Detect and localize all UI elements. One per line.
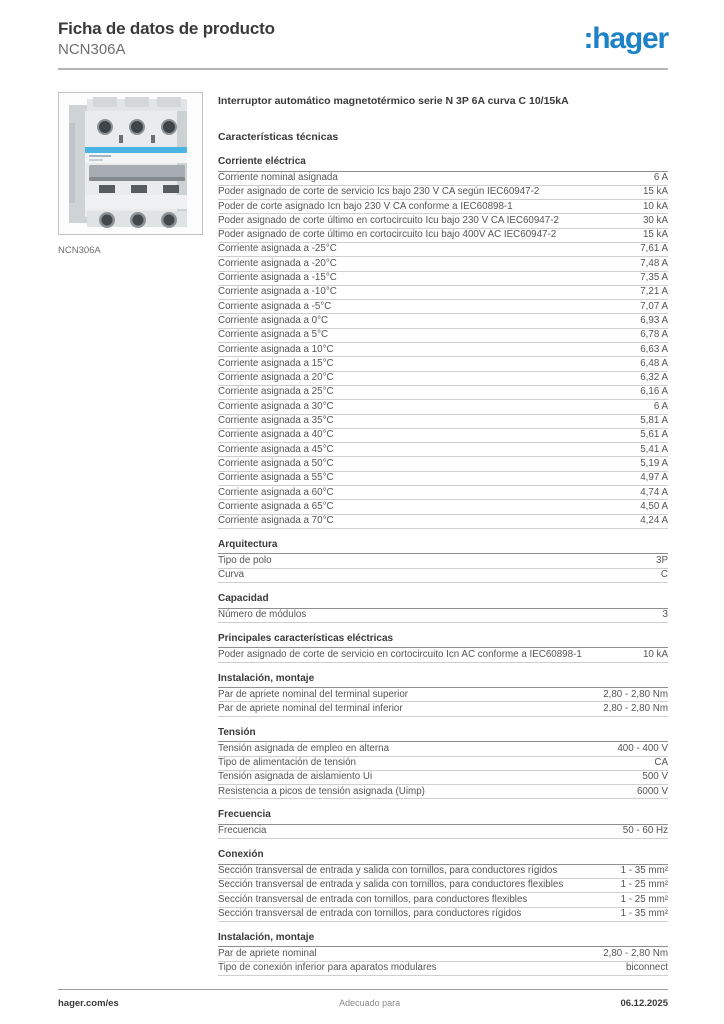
spec-value: 1 - 35 mm² xyxy=(620,908,668,920)
product-reference: NCN306A xyxy=(58,41,126,58)
spec-value: biconnect xyxy=(626,962,668,974)
spec-row xyxy=(218,400,668,414)
spec-value: 10 kA xyxy=(642,200,668,212)
spec-row xyxy=(218,515,668,529)
spec-label: Corriente asignada a -15°C xyxy=(218,272,337,284)
spec-row xyxy=(218,286,668,300)
spec-row xyxy=(218,569,668,583)
spec-row xyxy=(218,648,668,662)
spec-section xyxy=(218,539,668,583)
product-image-caption: NCN306A xyxy=(58,245,101,256)
spec-row xyxy=(218,272,668,286)
spec-row xyxy=(218,742,668,756)
hager-logo: :hager xyxy=(583,22,668,55)
spec-row xyxy=(218,702,668,716)
spec-label: Sección transversal de entrada con tornillos, para conductores flexibles xyxy=(218,893,528,905)
spec-label: Corriente asignada a 5°C xyxy=(218,329,329,341)
spec-row xyxy=(218,688,668,702)
spec-label: Curva xyxy=(218,569,245,581)
header-titles xyxy=(58,19,275,59)
product-image xyxy=(58,92,203,235)
spec-label: Tensión asignada de aislamiento Ui xyxy=(218,771,373,783)
spec-label: Sección transversal de entrada y salida con tornillos, para conductores flexibles xyxy=(218,879,564,891)
spec-section xyxy=(218,727,668,800)
spec-value: 10 kA xyxy=(642,648,668,660)
spec-value: 4,74 A xyxy=(640,486,668,498)
spec-label: Frecuencia xyxy=(218,825,267,837)
spec-row xyxy=(218,357,668,371)
spec-value: 50 - 60 Hz xyxy=(622,825,668,837)
spec-section xyxy=(218,809,668,839)
spec-row xyxy=(218,771,668,785)
spec-row xyxy=(218,415,668,429)
specs-column xyxy=(218,92,668,976)
section-rows xyxy=(218,865,668,922)
spec-label: Poder asignado de corte de servicio Ics bajo 230 V CA según IEC60947-2 xyxy=(218,186,540,198)
spec-label: Poder asignado de corte último en cortocircuito Icu bajo 400V AC IEC60947-2 xyxy=(218,229,557,241)
section-title: Capacidad xyxy=(218,593,668,609)
section-rows xyxy=(218,947,668,976)
spec-label: Corriente asignada a 45°C xyxy=(218,443,334,455)
spec-row xyxy=(218,947,668,961)
spec-row xyxy=(218,486,668,500)
spec-section xyxy=(218,849,668,922)
spec-row xyxy=(218,893,668,907)
spec-value: 15 kA xyxy=(642,229,668,241)
spec-value: 7,48 A xyxy=(640,257,668,269)
spec-row xyxy=(218,329,668,343)
spec-value: 2,80 - 2,80 Nm xyxy=(603,702,668,714)
spec-label: Corriente asignada a 65°C xyxy=(218,500,334,512)
spec-label: Par de apriete nominal del terminal superior xyxy=(218,688,409,700)
spec-value: 5,61 A xyxy=(640,429,668,441)
spec-value: 400 - 400 V xyxy=(617,742,668,754)
spec-label: Tensión asignada de empleo en alterna xyxy=(218,742,390,754)
section-title: Conexión xyxy=(218,849,668,865)
spec-label: Corriente asignada a 25°C xyxy=(218,386,334,398)
section-rows xyxy=(218,609,668,623)
spec-value: 7,35 A xyxy=(640,272,668,284)
spec-section xyxy=(218,156,668,529)
spec-label: Número de módulos xyxy=(218,609,307,621)
spec-row xyxy=(218,257,668,271)
technical-characteristics-heading: Características técnicas xyxy=(218,131,339,143)
spec-row xyxy=(218,457,668,471)
footer-suitable-for-label: Adecuado para xyxy=(339,998,401,1008)
spec-row xyxy=(218,229,668,243)
spec-row xyxy=(218,443,668,457)
spec-value: 6 A xyxy=(653,400,668,412)
spec-value: 1 - 35 mm² xyxy=(620,865,668,877)
spec-value: 6,63 A xyxy=(640,343,668,355)
section-title: Corriente eléctrica xyxy=(218,156,668,172)
spec-value: 5,19 A xyxy=(640,457,668,469)
spec-value: 4,50 A xyxy=(640,500,668,512)
section-rows xyxy=(218,648,668,662)
footer-date: 06.12.2025 xyxy=(620,998,668,1009)
spec-row xyxy=(218,554,668,568)
spec-row xyxy=(218,908,668,922)
spec-label: Poder asignado de corte de servicio en cortocircuito Icn AC conforme a IEC60898-1 xyxy=(218,648,582,660)
product-image-column xyxy=(58,92,203,976)
spec-value: 7,07 A xyxy=(640,300,668,312)
spec-row xyxy=(218,314,668,328)
spec-row xyxy=(218,200,668,214)
spec-row xyxy=(218,300,668,314)
footer-website: hager.com/es xyxy=(58,998,119,1009)
spec-label: Tipo de conexión inferior para aparatos modulares xyxy=(218,962,437,974)
spec-sections xyxy=(218,156,668,976)
spec-label: Corriente asignada a -5°C xyxy=(218,300,332,312)
spec-value: 7,61 A xyxy=(640,243,668,255)
spec-label: Corriente asignada a 55°C xyxy=(218,472,334,484)
spec-value: 3 xyxy=(662,609,668,621)
spec-label: Corriente asignada a -25°C xyxy=(218,243,337,255)
spec-section xyxy=(218,673,668,717)
spec-row xyxy=(218,372,668,386)
page-header xyxy=(58,0,668,59)
spec-row xyxy=(218,962,668,976)
spec-value: 30 kA xyxy=(642,214,668,226)
spec-value: 6,48 A xyxy=(640,357,668,369)
spec-label: Corriente asignada a 70°C xyxy=(218,515,334,527)
spec-row xyxy=(218,500,668,514)
spec-value: 500 V xyxy=(642,771,668,783)
spec-label: Corriente asignada a 60°C xyxy=(218,486,334,498)
spec-label: Resistencia a picos de tensión asignada (Uimp) xyxy=(218,785,425,797)
spec-row xyxy=(218,879,668,893)
spec-row xyxy=(218,172,668,186)
spec-label: Tipo de alimentación de tensión xyxy=(218,757,356,768)
spec-row xyxy=(218,186,668,200)
spec-label: Sección transversal de entrada y salida con tornillos, para conductores rígidos xyxy=(218,865,558,877)
section-title: Arquitectura xyxy=(218,539,668,555)
spec-value: 6000 V xyxy=(636,785,668,797)
spec-value: 7,21 A xyxy=(640,286,668,298)
spec-value: 2,80 - 2,80 Nm xyxy=(603,688,668,700)
spec-value: 2,80 - 2,80 Nm xyxy=(603,947,668,959)
spec-value: 6,32 A xyxy=(640,372,668,384)
spec-value: 5,81 A xyxy=(640,415,668,427)
section-rows xyxy=(218,554,668,583)
section-title: Principales características eléctricas xyxy=(218,633,668,649)
spec-value: 1 - 25 mm² xyxy=(620,879,668,891)
spec-value: CA xyxy=(654,757,668,768)
spec-label: Corriente asignada a 40°C xyxy=(218,429,334,441)
page-title: Ficha de datos de producto xyxy=(58,19,275,38)
spec-value: 6,78 A xyxy=(640,329,668,341)
spec-label: Corriente asignada a 0°C xyxy=(218,314,329,326)
spec-section xyxy=(218,633,668,663)
spec-row xyxy=(218,343,668,357)
spec-label: Corriente asignada a 10°C xyxy=(218,343,334,355)
spec-row xyxy=(218,429,668,443)
section-title: Frecuencia xyxy=(218,809,668,825)
spec-row xyxy=(218,785,668,799)
header-divider xyxy=(58,68,668,70)
spec-label: Poder de corte asignado Icn bajo 230 V CA conforme a IEC60898-1 xyxy=(218,200,513,212)
spec-value: C xyxy=(660,569,668,581)
spec-label: Par de apriete nominal del terminal inferior xyxy=(218,702,403,714)
section-title: Instalación, montaje xyxy=(218,673,668,689)
spec-row xyxy=(218,243,668,257)
section-rows xyxy=(218,688,668,717)
spec-label: Corriente asignada a 15°C xyxy=(218,357,334,369)
spec-value: 6,16 A xyxy=(640,386,668,398)
spec-label: Par de apriete nominal xyxy=(218,947,317,959)
spec-label: Poder asignado de corte último en cortocircuito Icu bajo 230 V CA IEC60947-2 xyxy=(218,214,559,226)
section-title: Tensión xyxy=(218,727,668,743)
spec-label: Corriente asignada a 35°C xyxy=(218,415,334,427)
spec-label: Corriente asignada a 30°C xyxy=(218,400,334,412)
section-title: Instalación, montaje xyxy=(218,932,668,948)
spec-value: 5,41 A xyxy=(640,443,668,455)
spec-label: Tipo de polo xyxy=(218,554,272,566)
spec-label: Corriente nominal asignada xyxy=(218,172,338,183)
section-rows xyxy=(218,172,668,529)
spec-value: 6 A xyxy=(653,172,668,183)
spec-row xyxy=(218,825,668,839)
section-rows xyxy=(218,825,668,839)
spec-value: 4,24 A xyxy=(640,515,668,527)
page-footer xyxy=(58,989,668,1009)
spec-row xyxy=(218,386,668,400)
spec-label: Corriente asignada a 20°C xyxy=(218,372,334,384)
spec-value: 1 - 25 mm² xyxy=(620,893,668,905)
spec-value: 4,97 A xyxy=(640,472,668,484)
spec-label: Sección transversal de entrada con tornillos, para conductores rígidos xyxy=(218,908,522,920)
spec-label: Corriente asignada a -20°C xyxy=(218,257,337,269)
spec-value: 3P xyxy=(656,554,668,566)
spec-row xyxy=(218,757,668,771)
spec-row xyxy=(218,472,668,486)
spec-label: Corriente asignada a -10°C xyxy=(218,286,337,298)
product-title: Interruptor automático magnetotérmico serie N 3P 6A curva C 10/15kA xyxy=(218,95,569,107)
spec-section xyxy=(218,932,668,976)
spec-label: Corriente asignada a 50°C xyxy=(218,457,334,469)
circuit-breaker-illustration xyxy=(59,93,202,234)
section-rows xyxy=(218,742,668,799)
spec-row xyxy=(218,609,668,623)
spec-row xyxy=(218,214,668,228)
spec-section xyxy=(218,593,668,623)
spec-value: 15 kA xyxy=(642,186,668,198)
spec-value: 6,93 A xyxy=(640,314,668,326)
content-area xyxy=(58,92,668,976)
spec-row xyxy=(218,865,668,879)
